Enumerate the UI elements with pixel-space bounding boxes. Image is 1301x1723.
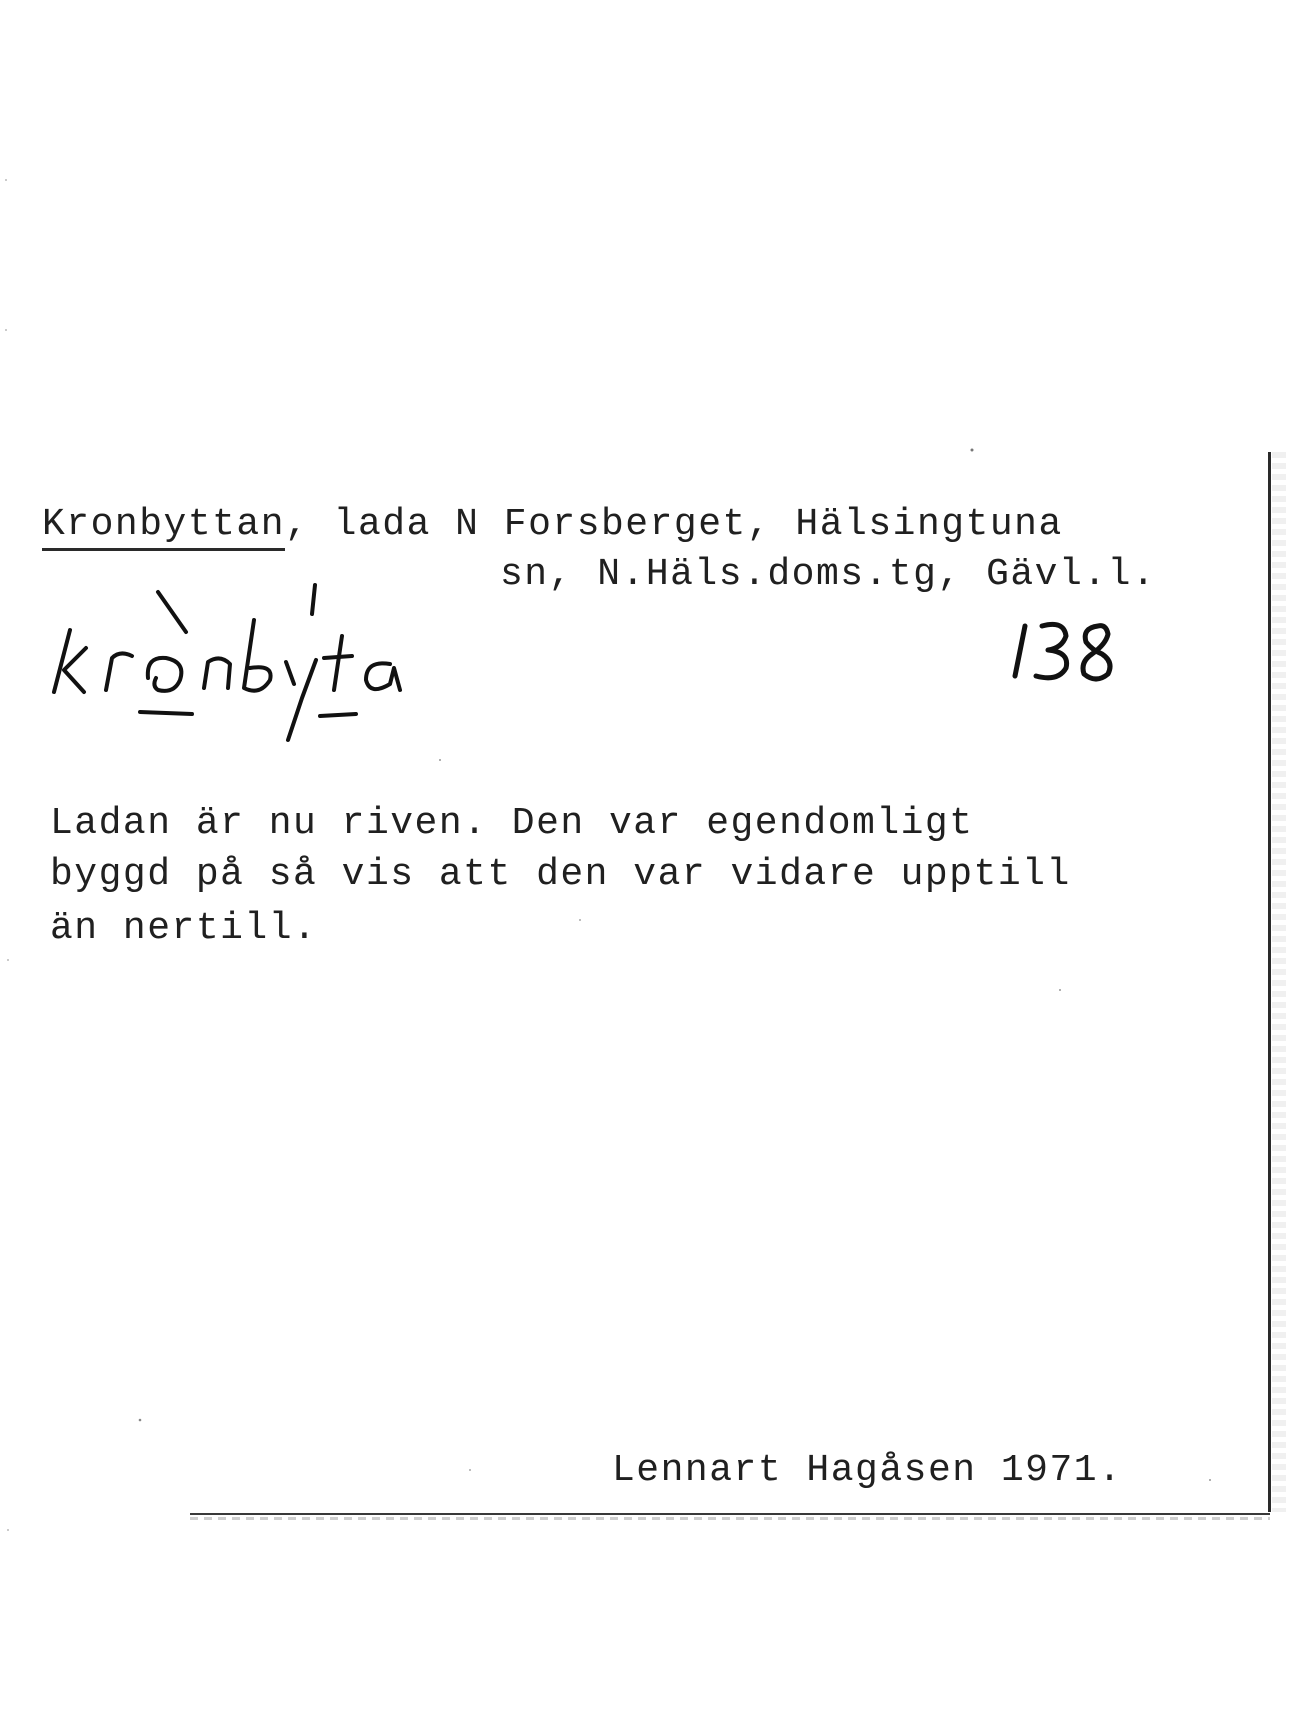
signature-line: Lennart Hagåsen 1971. (612, 1449, 1123, 1492)
handwritten-annotation (40, 580, 1220, 750)
entry-line-1-rest: , lada N Forsberget, Hälsingtuna (285, 503, 1063, 546)
handwritten-number-138 (1015, 624, 1110, 679)
card-bottom-edge (190, 1513, 1270, 1515)
handwritten-phonetic-form (54, 585, 400, 740)
card-right-edge-shadow (1272, 452, 1286, 1512)
entry-line-2: sn, N.Häls.doms.tg, Gävl.l. (500, 553, 1157, 596)
headword: Kronbyttan (42, 503, 285, 551)
body-line-2: byggd på så vis att den var vidare upptill (50, 853, 1071, 896)
entry-line-1 (42, 503, 1063, 546)
card-right-edge (1268, 452, 1271, 1512)
card-bottom-edge-shadow (190, 1517, 1270, 1520)
body-line-3: än nertill. (50, 907, 318, 950)
body-line-1: Ladan är nu riven. Den var egendomligt (50, 802, 974, 845)
